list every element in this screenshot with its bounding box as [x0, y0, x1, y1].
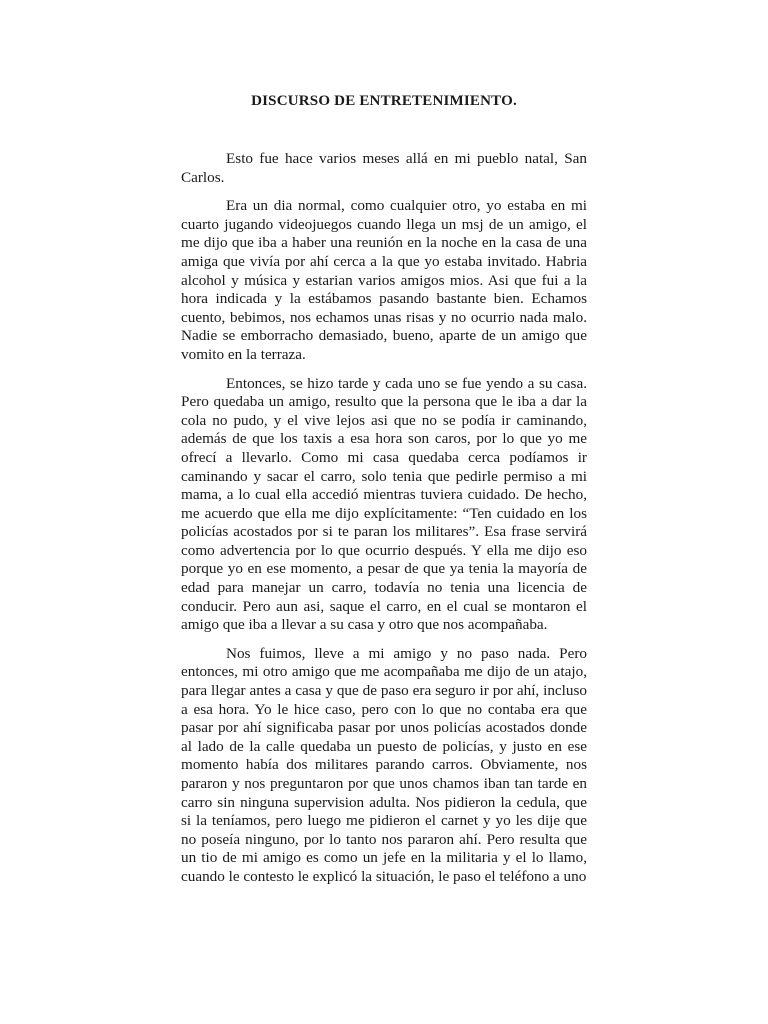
paragraph: Nos fuimos, lleve a mi amigo y no paso nada. Pero entonces, mi otro amigo que me acompañaba me dijo de un atajo, para llegar antes a casa y que de paso era seguro ir por ahí, incluso a esa hora. Yo le hice caso, pero con lo que no contaba era que pasar por ahí significaba pasar por unos policías acostados donde al lado de la calle quedaba un puesto de policías, y justo en ese momento había dos militares parando carros. Obviamente, nos pararon y nos preguntaron por que unos chamos iban tan tarde en carro sin ninguna supervision adulta. Nos pidieron la cedula, que si la teníamos, pero luego me pidieron el carnet y yo les dije que no poseía ninguno, por lo tanto nos pararon ahí. Pero resulta que un tio de mi amigo es como un jefe en la militaria y el lo llamo, cuando le contesto le explicó la situación, le paso el teléfono a uno	[181, 644, 587, 885]
document-title: DISCURSO DE ENTRETENIMIENTO.	[251, 93, 517, 109]
document-body	[181, 150, 587, 897]
paragraph: Era un dia normal, como cualquier otro, yo estaba en mi cuarto jugando videojuegos cuando llega un msj de un amigo, el me dijo que iba a haber una reunión en la noche en la casa de una amiga que vivía por ahí cerca a la que yo estaba invitado. Habria alcohol y música y estarian varios amigos mios. Asi que fui a la hora indicada y la estábamos pasando bastante bien. Echamos cuento, bebimos, nos echamos unas risas y no ocurrio nada malo. Nadie se emborracho demasiado, bueno, aparte de un amigo que vomito en la terraza.	[181, 197, 587, 363]
paragraph: Esto fue hace varios meses allá en mi pueblo natal, San Carlos.	[181, 150, 587, 186]
paragraph: Entonces, se hizo tarde y cada uno se fue yendo a su casa. Pero quedaba un amigo, resulto que la persona que le iba a dar la cola no pudo, y el vive lejos asi que no se podía ir caminando, además de que los taxis a esa hora son caros, por lo que yo me ofrecí a llevarlo. Como mi casa quedaba cerca podíamos ir caminando y sacar el carro, solo tenia que pedirle permiso a mi mama, a lo cual ella accedió mientras tuviera cuidado. De hecho, me acuerdo que ella me dijo explícitamente: “Ten cuidado en los policías acostados por si te paran los militares”. Esa frase servirá como advertencia por lo que ocurrio después. Y ella me dijo eso porque yo en ese momento, a pesar de que ya tenia la mayoría de edad para manejar un carro, todavía no tenia una licencia de conducir. Pero aun asi, saque el carro, en el cual se montaron el amigo que iba a llevar a su casa y otro que nos acompañaba.	[181, 374, 587, 634]
